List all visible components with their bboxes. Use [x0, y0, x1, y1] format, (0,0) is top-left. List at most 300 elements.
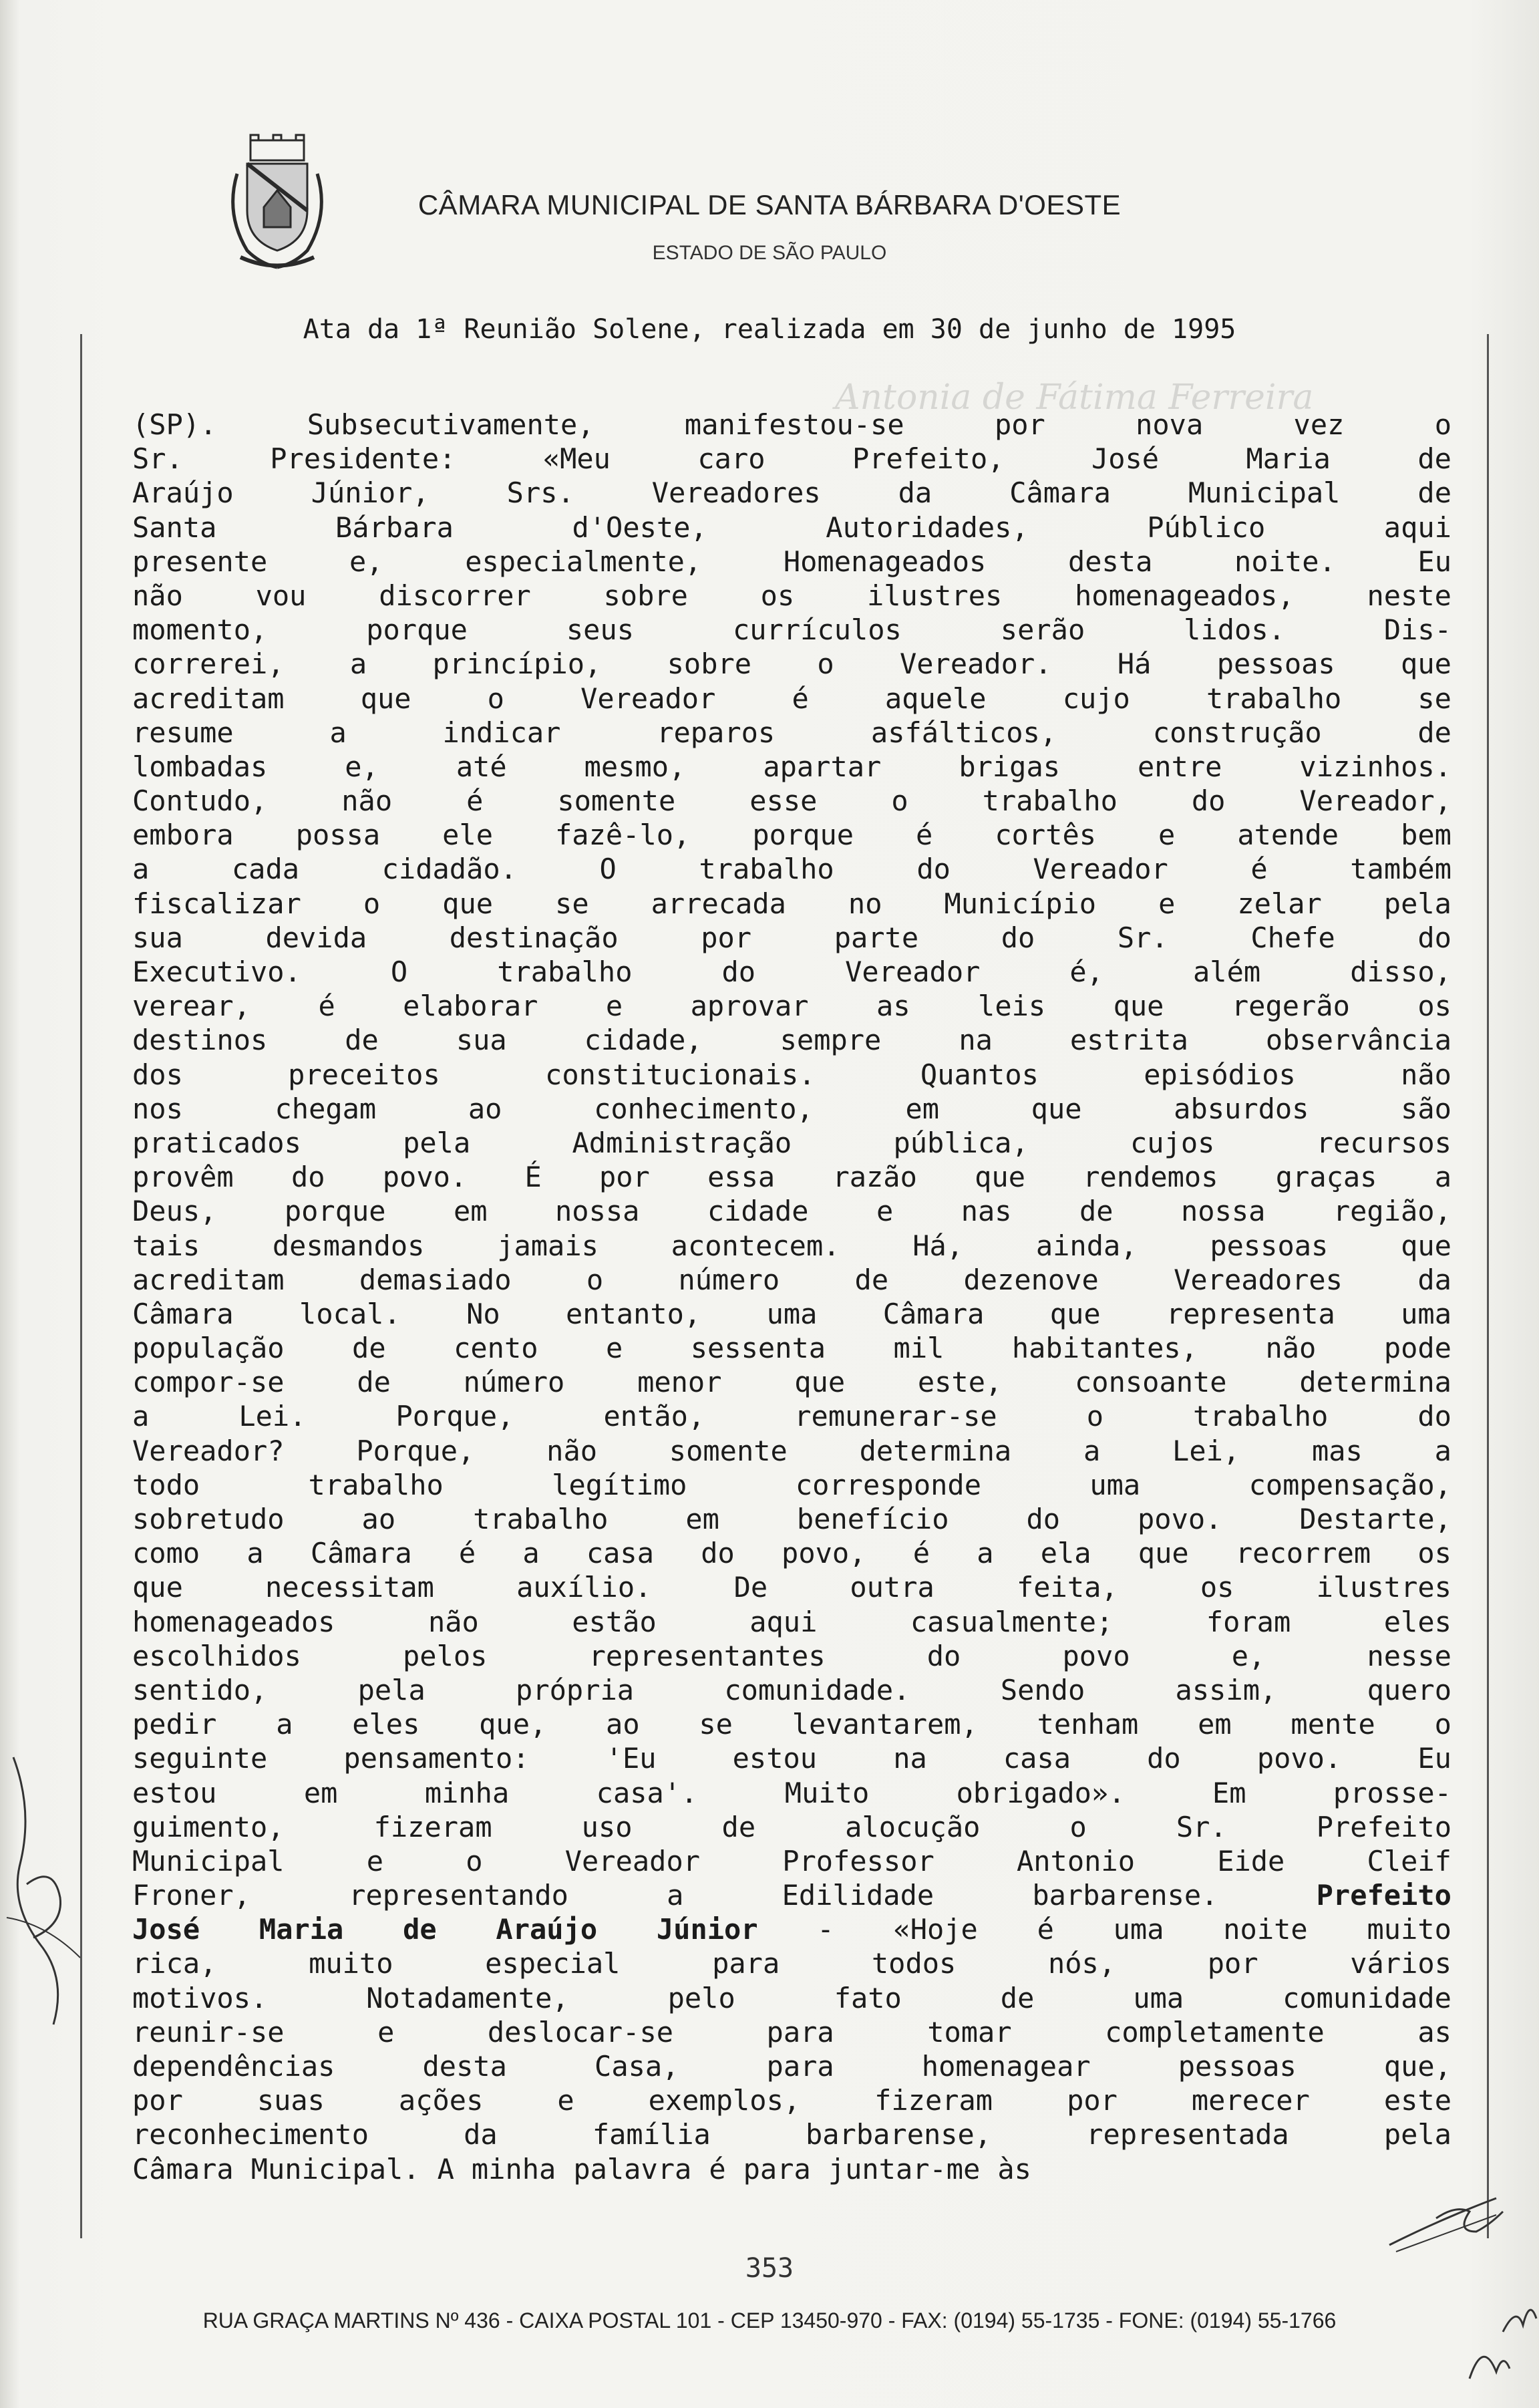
word: dos: [132, 1058, 183, 1091]
word: por: [1067, 2084, 1118, 2117]
word: do: [1001, 921, 1035, 954]
word: Câmara: [882, 1297, 985, 1330]
word: prosse-: [1333, 1776, 1451, 1809]
word: Presidente:: [270, 442, 456, 476]
word: pensamento:: [343, 1742, 530, 1775]
word: cujos: [1130, 1126, 1215, 1159]
word: (SP).: [132, 408, 217, 441]
word: que: [1138, 1537, 1189, 1570]
word: o: [1069, 1810, 1087, 1843]
word: currículos: [732, 613, 902, 647]
word: da: [898, 476, 932, 510]
right-margin-rule: [1487, 334, 1489, 2238]
word: e,: [349, 545, 383, 578]
word: benefício: [796, 1503, 949, 1535]
word: Casa,: [594, 2050, 679, 2083]
word: nos: [132, 1092, 183, 1125]
word: «Meu: [542, 442, 611, 476]
word: É: [524, 1161, 542, 1194]
word: juntar-me: [828, 2152, 981, 2186]
word: Câmara: [132, 1297, 234, 1330]
word: de: [357, 1366, 391, 1399]
word: vizinhos.: [1299, 750, 1451, 783]
word: pessoas: [1216, 647, 1335, 681]
word: a: [132, 853, 150, 886]
word: asfálticos,: [870, 716, 1057, 749]
word: Vereador,: [1299, 784, 1451, 818]
word: de: [1417, 716, 1451, 749]
word: Srs.: [506, 476, 574, 510]
word: «Hoje: [893, 1913, 978, 1946]
word: e: [377, 2015, 395, 2049]
word: uso: [581, 1810, 633, 1843]
text-line: [132, 2083, 1451, 2117]
word: pública,: [893, 1126, 1029, 1159]
word: é: [792, 682, 809, 715]
word: pelo: [667, 1981, 735, 2014]
margin-signature-right: [1369, 2178, 1539, 2392]
word: nós,: [1047, 1947, 1116, 1980]
word: pela: [1383, 2118, 1451, 2151]
word: escolhidos: [132, 1639, 301, 1672]
word: uma: [1113, 1913, 1164, 1946]
word: Araújo: [132, 476, 234, 510]
word: que: [794, 1366, 846, 1399]
word: O: [390, 955, 408, 988]
word: porque: [366, 613, 468, 647]
word: do: [1417, 1400, 1451, 1433]
word: de: [1079, 1195, 1114, 1228]
word: Sendo: [1000, 1673, 1085, 1706]
text-line: [132, 1229, 1451, 1263]
word: sentido,: [132, 1673, 268, 1706]
word: representa: [1166, 1297, 1335, 1330]
word: o: [487, 682, 504, 715]
word: esse: [749, 784, 818, 818]
word: Executivo.: [132, 955, 301, 988]
text-line: [132, 1878, 1451, 1912]
text-line: [132, 1263, 1451, 1297]
word: acontecem.: [671, 1229, 840, 1262]
word: Subsecutivamente,: [307, 408, 594, 441]
text-line: [132, 989, 1451, 1023]
word: representando: [349, 1879, 568, 1912]
word: é: [458, 1537, 476, 1570]
word: Lei,: [1172, 1434, 1240, 1467]
word: Municipal.: [250, 2152, 420, 2186]
word: episódios: [1144, 1058, 1296, 1091]
word: compensação,: [1248, 1468, 1451, 1501]
word: pela: [1383, 887, 1451, 920]
institution-name: CÂMARA MUNICIPAL DE SANTA BÁRBARA D'OESTE: [417, 189, 1122, 220]
word: outra: [850, 1571, 934, 1604]
text-line: [132, 579, 1451, 613]
word: homenagear: [921, 2050, 1091, 2083]
word: especial: [485, 1947, 621, 1980]
word: trabalho: [982, 784, 1118, 818]
word: bem: [1401, 818, 1451, 852]
word: do: [1417, 921, 1451, 954]
word: em: [905, 1092, 940, 1125]
word: lombadas: [132, 750, 268, 783]
word: Vereador.: [899, 647, 1052, 681]
word: é,: [1069, 955, 1103, 988]
word: Em: [1212, 1776, 1246, 1809]
word: Maria: [259, 1913, 344, 1946]
word: brigas: [959, 750, 1061, 783]
text-line: [132, 1468, 1451, 1502]
word: tais: [132, 1229, 200, 1262]
text-line: [132, 2152, 1451, 2186]
word: e: [1158, 887, 1176, 920]
word: cidadão.: [381, 853, 517, 886]
word: seus: [566, 613, 635, 647]
text-line: [132, 1605, 1451, 1639]
word: o: [817, 647, 834, 681]
word: e: [1158, 818, 1176, 852]
word: nossa: [555, 1195, 640, 1228]
word: porque: [752, 818, 854, 852]
word: levantarem,: [792, 1708, 978, 1741]
word: barbarense.: [1032, 1879, 1218, 1912]
word: que: [132, 1571, 183, 1604]
word: pela: [357, 1673, 425, 1706]
text-line: [132, 2117, 1451, 2151]
word: a: [1434, 1161, 1451, 1194]
word: pedir: [132, 1708, 217, 1741]
text-line: [132, 1092, 1451, 1126]
word: o: [891, 784, 908, 818]
word: reunir-se: [132, 2015, 285, 2049]
word: região,: [1333, 1195, 1451, 1228]
word: local.: [299, 1297, 401, 1330]
word: uma: [1133, 1981, 1184, 2014]
word: preceitos: [288, 1058, 440, 1091]
word: reparos: [657, 716, 776, 749]
word: fazê-lo,: [555, 818, 691, 852]
word: eles: [352, 1708, 420, 1741]
word: muito: [309, 1947, 393, 1980]
word: é: [318, 990, 335, 1023]
word: especialmente,: [465, 545, 702, 578]
word: praticados: [132, 1126, 301, 1159]
word: de: [1000, 1981, 1035, 2014]
word: quero: [1367, 1673, 1451, 1706]
word: Vereadores: [1174, 1263, 1343, 1296]
word: de: [854, 1263, 889, 1296]
word: entanto,: [565, 1297, 701, 1330]
word: de: [721, 1810, 756, 1843]
word: remunerar-se: [794, 1400, 997, 1433]
word: desmandos: [272, 1229, 425, 1262]
word: obrigado».: [956, 1776, 1126, 1809]
word: uma: [766, 1297, 818, 1330]
word: acreditam: [132, 682, 285, 715]
word: Sr.: [1176, 1810, 1227, 1843]
word: graças: [1275, 1161, 1377, 1194]
word: completamente: [1105, 2015, 1325, 2049]
word: porque: [284, 1195, 386, 1228]
word: fiscalizar: [132, 887, 301, 920]
word: constitucionais.: [545, 1058, 816, 1091]
word: Câmara: [1009, 476, 1111, 510]
word: e,: [345, 750, 379, 783]
word: cento: [454, 1332, 538, 1365]
text-line: [132, 1570, 1451, 1604]
word: para: [766, 2015, 834, 2049]
word: assim,: [1175, 1673, 1277, 1706]
word: entre: [1138, 750, 1222, 783]
word: ao: [361, 1503, 396, 1535]
word: de: [1417, 476, 1451, 510]
word: seguinte: [132, 1742, 268, 1775]
text-line: [132, 613, 1451, 647]
word: exemplos,: [648, 2084, 801, 2117]
word: também: [1350, 853, 1451, 886]
word: Maria: [1246, 442, 1331, 476]
word: não: [1265, 1332, 1317, 1365]
word: comunidade: [1282, 1981, 1451, 2014]
text-line: [132, 1023, 1451, 1057]
word: parte: [834, 921, 919, 954]
text-line: [132, 784, 1451, 818]
word: Notadamente,: [366, 1981, 569, 2014]
word: compor-se: [132, 1366, 285, 1399]
word: a: [667, 1879, 684, 1912]
text-line: [132, 1502, 1451, 1536]
word: Vereador: [580, 682, 716, 715]
word: e: [557, 2084, 574, 2117]
word: por: [994, 408, 1045, 441]
word: Destarte,: [1299, 1503, 1451, 1535]
word: trabalho: [699, 853, 834, 886]
word: as: [876, 990, 910, 1023]
word: demasiado: [359, 1263, 512, 1296]
word: do: [721, 955, 756, 988]
word: barbarense,: [805, 2118, 992, 2151]
text-line: [132, 1399, 1451, 1433]
text-line: [132, 442, 1451, 476]
word: Sr.: [1117, 921, 1168, 954]
word: Deus,: [132, 1195, 217, 1228]
word: de: [403, 1913, 437, 1946]
word: comunidade.: [724, 1673, 910, 1706]
word: são: [1401, 1092, 1451, 1125]
word: povo,: [782, 1537, 866, 1570]
word: embora: [132, 818, 234, 852]
word: é: [1250, 853, 1268, 886]
word: a: [1083, 1434, 1101, 1467]
word: o: [1434, 408, 1451, 441]
word: população: [132, 1332, 285, 1365]
margin-signature-left: [0, 1751, 94, 2058]
word: povo.: [382, 1161, 468, 1194]
word: devida: [265, 921, 367, 954]
text-line: [132, 818, 1451, 852]
left-margin-rule: [80, 334, 82, 2238]
word: Eide: [1217, 1844, 1285, 1877]
word: nas: [961, 1195, 1012, 1228]
word: ações: [398, 2084, 484, 2117]
text-line: [132, 1331, 1451, 1365]
word: Edilidade: [782, 1879, 934, 1912]
word: que: [975, 1161, 1025, 1194]
word: Júnior: [656, 1913, 758, 1946]
word: da: [1417, 1263, 1451, 1296]
word: muito: [1367, 1913, 1451, 1946]
word: trabalho: [1206, 682, 1342, 715]
text-line: [132, 545, 1451, 579]
word: Câmara: [132, 2152, 234, 2186]
word: a: [522, 1537, 540, 1570]
word: até: [456, 750, 507, 783]
word: não: [132, 579, 183, 612]
text-line: [132, 1844, 1451, 1878]
word: do: [1147, 1742, 1181, 1775]
word: Antonio: [1016, 1844, 1135, 1877]
word: do: [1026, 1503, 1061, 1535]
word: ilustres: [866, 579, 1003, 612]
word: aqui: [749, 1605, 818, 1638]
word: Prefeito,: [852, 442, 1005, 476]
word: somente: [557, 784, 676, 818]
word: que,: [1383, 2050, 1451, 2083]
word: Chefe: [1250, 921, 1335, 954]
word: estou: [132, 1776, 217, 1809]
word: construção: [1152, 716, 1322, 749]
word: se: [699, 1708, 733, 1741]
word: princípio,: [432, 647, 602, 681]
word: casa'.: [596, 1776, 698, 1809]
word: discorrer: [379, 579, 531, 612]
word: Froner,: [132, 1879, 251, 1912]
word: 'Eu: [605, 1742, 657, 1775]
word: cujo: [1062, 682, 1130, 715]
word: aprovar: [690, 990, 809, 1023]
word: não: [428, 1605, 479, 1638]
word: todos: [871, 1947, 957, 1980]
word: que,: [479, 1708, 547, 1741]
text-line: [132, 1946, 1451, 1980]
word: consoante: [1075, 1366, 1227, 1399]
word: Vereador: [845, 955, 981, 988]
text-line: [132, 1126, 1451, 1160]
word: Há,: [912, 1229, 964, 1262]
word: casa: [586, 1537, 655, 1570]
word: é: [916, 818, 933, 852]
word: Vereador: [1033, 853, 1168, 886]
word: estrita: [1069, 1024, 1188, 1057]
footer-address: RUA GRAÇA MARTINS Nº 436 - CAIXA POSTAL 101 - CEP 13450-970 - FAX: (0194) 55-1735 - FONE: (0194) 55-1766: [202, 2308, 1337, 2332]
word: às: [997, 2152, 1031, 2186]
word: em: [685, 1503, 719, 1535]
word: é: [709, 2152, 726, 2186]
word: do: [926, 1639, 961, 1672]
word: habitantes,: [1011, 1332, 1198, 1365]
word: trabalho: [473, 1503, 609, 1535]
word: chegam: [275, 1092, 377, 1125]
word: Público: [1147, 510, 1266, 544]
text-line: [132, 750, 1451, 784]
word: palavra: [573, 2152, 692, 2186]
word: trabalho: [308, 1468, 444, 1501]
word: do: [916, 853, 951, 886]
word: em: [303, 1776, 338, 1809]
word: lidos.: [1184, 613, 1285, 647]
bleed-through-text: Antonia de Fátima Ferreira: [835, 378, 1314, 418]
word: razão: [832, 1161, 917, 1194]
word: serão: [1000, 613, 1085, 647]
word: verear,: [132, 990, 251, 1023]
word: recursos: [1316, 1126, 1451, 1159]
word: destinação: [449, 921, 619, 954]
word: que: [1401, 647, 1451, 681]
text-line: [132, 716, 1451, 750]
word: o: [1086, 1400, 1103, 1433]
word: que: [1031, 1092, 1082, 1125]
word: a: [349, 647, 367, 681]
word: os: [1417, 990, 1451, 1023]
word: atende: [1237, 818, 1339, 852]
word: família: [592, 2118, 711, 2151]
word: que: [360, 682, 411, 715]
word: povo: [1062, 1639, 1130, 1672]
word: eles: [1383, 1605, 1451, 1638]
word: fizeram: [874, 2084, 993, 2117]
word: -: [817, 1913, 834, 1946]
word: e: [606, 1332, 623, 1365]
word: feita,: [1016, 1571, 1118, 1604]
word: Vereadores: [651, 476, 821, 510]
word: legítimo: [552, 1468, 687, 1501]
word: cada: [231, 853, 300, 886]
word: e: [876, 1195, 894, 1228]
text-line: [132, 1810, 1451, 1844]
word: disso,: [1350, 955, 1451, 988]
word: a: [246, 1537, 264, 1570]
word: absurdos: [1174, 1092, 1309, 1125]
word: Eu: [1417, 1742, 1451, 1775]
word: Prefeito: [1316, 1810, 1451, 1843]
word: guimento,: [132, 1810, 285, 1843]
word: de: [352, 1332, 386, 1365]
word: ele: [442, 818, 494, 852]
word: essa: [707, 1161, 776, 1194]
text-line: [132, 1673, 1451, 1707]
word: Município: [944, 887, 1097, 920]
word: momento,: [132, 613, 268, 647]
text-line: [132, 1741, 1451, 1775]
word: Lei.: [238, 1400, 307, 1433]
word: para: [766, 2050, 834, 2083]
word: os: [760, 579, 795, 612]
word: aqui: [1383, 510, 1451, 544]
word: recorrem: [1235, 1537, 1371, 1570]
text-line: [132, 1297, 1451, 1331]
word: Sr.: [132, 442, 183, 476]
word: o: [1434, 1708, 1451, 1741]
word: casa: [1003, 1742, 1071, 1775]
text-line: [132, 647, 1451, 681]
word: acreditam: [132, 1263, 285, 1296]
word: ilustres: [1316, 1571, 1451, 1604]
word: Vereador?: [132, 1434, 285, 1467]
word: além: [1193, 955, 1261, 988]
word: que: [1401, 1229, 1451, 1262]
word: aquele: [884, 682, 987, 715]
word: sobretudo: [132, 1503, 285, 1535]
word: Porque,: [356, 1434, 475, 1467]
